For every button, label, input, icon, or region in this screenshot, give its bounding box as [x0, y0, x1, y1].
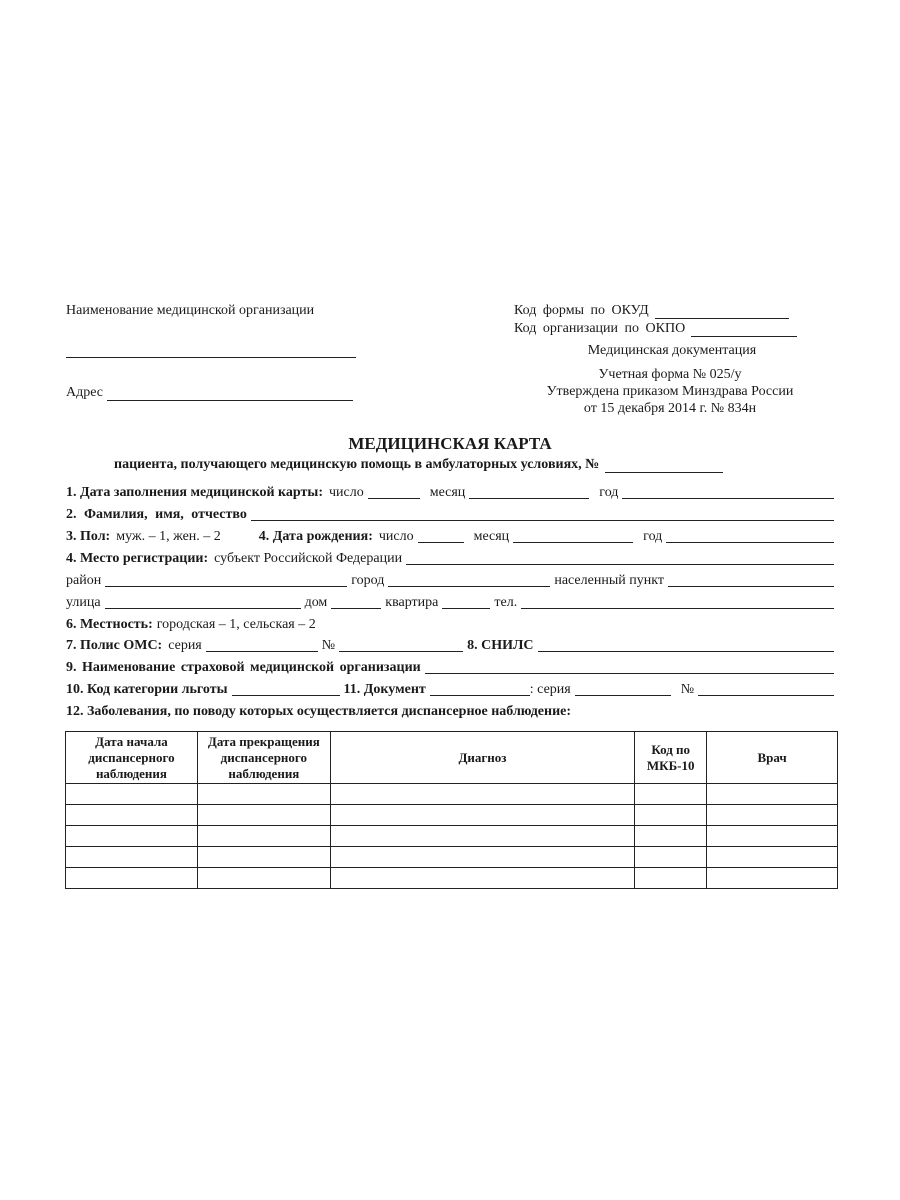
oms-series-field[interactable]: [206, 636, 318, 652]
table-cell[interactable]: [66, 826, 198, 847]
benefit-code-field[interactable]: [232, 680, 340, 696]
gender-options[interactable]: муж. – 1, жен. – 2: [116, 529, 221, 544]
settlement-label: населенный пункт: [554, 573, 664, 588]
phone-label: тел.: [494, 595, 518, 610]
table-cell[interactable]: [330, 784, 634, 805]
oms-number-field[interactable]: [339, 636, 463, 652]
birth-year-field[interactable]: [666, 527, 834, 543]
table-cell[interactable]: [635, 826, 707, 847]
table-cell[interactable]: [707, 868, 838, 889]
fill-date-month-label: месяц: [429, 485, 466, 500]
col-start-date: Дата начала диспансерного наблюдения: [66, 732, 198, 784]
insurer-label: 9. Наименование страховой медицинской организации: [66, 660, 421, 675]
oms-number-label: №: [321, 638, 336, 653]
table-row: [66, 826, 838, 847]
diseases-label: 12. Заболевания, по поводу которых осуществляется диспансерное наблюдение:: [66, 704, 572, 719]
col-diagnosis: Диагноз: [330, 732, 634, 784]
house-label: дом: [304, 595, 328, 610]
document-field[interactable]: [430, 680, 530, 696]
street-field[interactable]: [105, 593, 301, 609]
table-cell[interactable]: [66, 868, 198, 889]
field-oms-snils: [66, 635, 838, 655]
address-field[interactable]: [107, 388, 353, 401]
gender-label: 3. Пол:: [66, 529, 111, 544]
table-row: [66, 784, 838, 805]
fill-date-day-label: число: [328, 485, 364, 500]
table-cell[interactable]: [66, 805, 198, 826]
col-end-date: Дата прекращения диспансерного наблюдения: [197, 732, 330, 784]
field-full-name: [66, 504, 838, 524]
apartment-label: квартира: [385, 595, 439, 610]
field-locality: [66, 614, 838, 634]
fill-date-label: 1. Дата заполнения медицинской карты:: [66, 485, 323, 500]
benefit-code-label: 10. Код категории льготы: [66, 682, 228, 697]
col-doctor: Врач: [707, 732, 838, 784]
col-icd-code: Код по МКБ-10: [635, 732, 707, 784]
birth-month-field[interactable]: [513, 527, 633, 543]
field-benefit-document: [66, 679, 838, 699]
form-number: Учетная форма № 025/у: [598, 367, 742, 382]
table-cell[interactable]: [635, 784, 707, 805]
table-header-row: [66, 732, 838, 784]
table-cell[interactable]: [197, 805, 330, 826]
document-label: 11. Документ: [343, 682, 426, 697]
fill-date-year-field[interactable]: [622, 483, 834, 499]
table-cell[interactable]: [197, 784, 330, 805]
full-name-label: 2. Фамилия, имя, отчество: [66, 507, 247, 522]
insurer-field[interactable]: [425, 658, 834, 674]
document-number-label: №: [680, 682, 695, 697]
field-gender-birth: [66, 526, 838, 546]
table-cell[interactable]: [197, 826, 330, 847]
phone-field[interactable]: [521, 593, 834, 609]
card-number-field[interactable]: [605, 460, 723, 473]
locality-options[interactable]: городская – 1, сельская – 2: [156, 617, 316, 632]
subject-field[interactable]: [406, 549, 834, 565]
field-diseases: [66, 701, 838, 721]
snils-label: 8. СНИЛС: [467, 638, 534, 653]
address-row: [66, 384, 353, 401]
settlement-field[interactable]: [668, 571, 834, 587]
okpo-row: [514, 320, 797, 337]
birth-month-label: месяц: [473, 529, 510, 544]
okpo-field[interactable]: [691, 324, 797, 337]
table-cell[interactable]: [635, 847, 707, 868]
okpo-label: Код организации по ОКПО: [514, 321, 686, 336]
oms-label: 7. Полис ОМС:: [66, 638, 163, 653]
org-name-label: Наименование медицинской организации: [66, 303, 315, 318]
approved-text: Утверждена приказом Минздрава России: [546, 384, 794, 399]
table-cell[interactable]: [197, 847, 330, 868]
document-number-field[interactable]: [698, 680, 834, 696]
table-cell[interactable]: [330, 805, 634, 826]
district-label: район: [66, 573, 102, 588]
table-cell[interactable]: [330, 847, 634, 868]
document-series-label: : серия: [529, 682, 571, 697]
table-cell[interactable]: [197, 868, 330, 889]
birth-date-label: 4. Дата рождения:: [258, 529, 373, 544]
table-cell[interactable]: [330, 868, 634, 889]
birth-year-label: год: [643, 529, 663, 544]
full-name-field[interactable]: [251, 505, 834, 521]
snils-field[interactable]: [538, 636, 834, 652]
org-name-field[interactable]: [66, 343, 356, 358]
fill-date-month-field[interactable]: [469, 483, 589, 499]
birth-day-label: число: [378, 529, 414, 544]
table-cell[interactable]: [66, 784, 198, 805]
locality-label: 6. Местность:: [66, 617, 153, 632]
district-field[interactable]: [105, 571, 347, 587]
field-address-2: [66, 592, 838, 612]
order-text: от 15 декабря 2014 г. № 834н: [583, 401, 757, 416]
city-label: город: [351, 573, 385, 588]
birth-day-field[interactable]: [418, 527, 464, 543]
page-subtitle: пациента, получающего медицинскую помощь в амбулаторных условиях, №: [114, 457, 600, 472]
table-cell[interactable]: [66, 847, 198, 868]
field-address-1: [66, 570, 838, 590]
table-row: [66, 805, 838, 826]
subtitle-row: [114, 456, 723, 473]
table-cell[interactable]: [635, 805, 707, 826]
page-title: МЕДИЦИНСКАЯ КАРТА: [348, 434, 552, 453]
table-cell[interactable]: [707, 826, 838, 847]
table-cell[interactable]: [635, 868, 707, 889]
document-series-field[interactable]: [575, 680, 671, 696]
table-cell[interactable]: [330, 826, 634, 847]
subject-label: субъект Российской Федерации: [214, 551, 403, 566]
okud-label: Код формы по ОКУД: [514, 303, 649, 318]
okud-row: [514, 302, 789, 319]
table-cell[interactable]: [707, 784, 838, 805]
field-registration: [66, 548, 838, 568]
table-row: [66, 847, 838, 868]
med-doc-text: Медицинская документация: [587, 343, 757, 358]
registration-label: 4. Место регистрации:: [66, 551, 209, 566]
fill-date-year-label: год: [599, 485, 619, 500]
table-cell[interactable]: [707, 847, 838, 868]
table-row: [66, 868, 838, 889]
house-field[interactable]: [331, 593, 381, 609]
city-field[interactable]: [388, 571, 550, 587]
fill-date-day-field[interactable]: [368, 483, 420, 499]
field-fill-date: [66, 482, 838, 502]
apartment-field[interactable]: [442, 593, 490, 609]
oms-series-label: серия: [168, 638, 202, 653]
okud-field[interactable]: [655, 306, 789, 319]
address-label: Адрес: [66, 385, 104, 400]
dispensary-table: [65, 731, 838, 889]
street-label: улица: [66, 595, 101, 610]
field-insurer: [66, 657, 838, 677]
table-cell[interactable]: [707, 805, 838, 826]
